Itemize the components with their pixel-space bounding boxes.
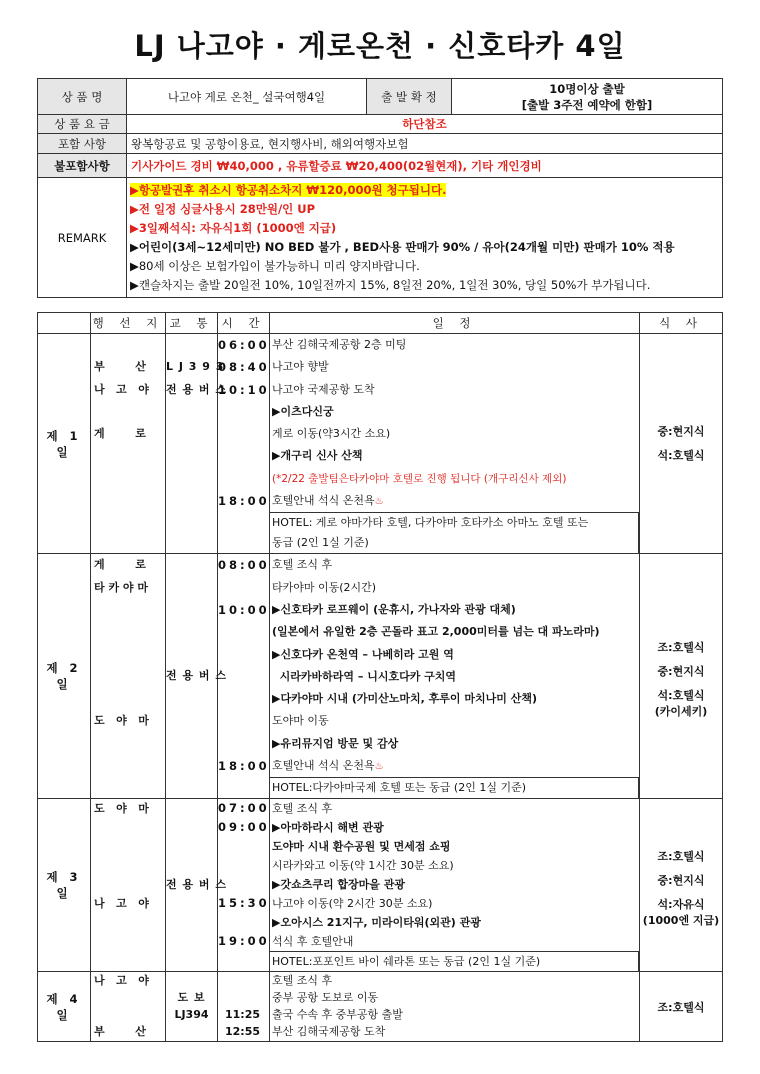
flight-number: LJ394 — [174, 1008, 209, 1022]
schedule-cell — [270, 334, 640, 554]
day-row — [38, 972, 723, 1042]
header-time: 시 간 — [218, 313, 270, 334]
include-value: 왕복항공료 및 공항이용료, 현지행사비, 해외여행자보험 — [127, 134, 723, 154]
meal-item: 석:호텔식 — [657, 689, 705, 703]
destination-cell — [91, 972, 166, 1042]
schedule-item: ▶갓쇼츠쿠리 합장마을 관광 — [272, 878, 406, 892]
header-schedule: 일 정 — [270, 313, 640, 334]
header-destination: 행 선 지 — [91, 313, 166, 334]
meal-item: 석:호텔식 — [657, 448, 705, 462]
price-label: 상 품 요 금 — [38, 115, 127, 134]
meal-item: 조:호텔식 — [657, 850, 705, 864]
meal-item: 조:호텔식 — [657, 1000, 705, 1014]
schedule-cell — [270, 799, 640, 972]
time: 07:00 — [218, 801, 270, 816]
time: 19:00 — [218, 934, 270, 949]
departure-note: [출발 3주전 예약에 한함] — [521, 97, 653, 112]
schedule-item: 중부 공항 도보로 이동 — [272, 991, 379, 1005]
departure-label: 출 발 확 정 — [367, 79, 452, 115]
product-info-table — [37, 78, 723, 298]
remark-item: ▶항공발권후 취소시 항공취소차지 ₩120,000원 청구됩니다. — [130, 182, 447, 197]
meal-note: (1000엔 지급) — [642, 914, 720, 928]
include-label: 포함 사항 — [38, 134, 127, 154]
product-name-label: 상 품 명 — [38, 79, 127, 115]
header-day — [38, 313, 91, 334]
time: 08:40 — [218, 360, 270, 375]
remark-item: ▶전 일정 싱글사용시 28만원/인 UP — [130, 201, 316, 216]
time: 09:00 — [218, 820, 270, 835]
page-title: LJ 나고야 · 게로온천 · 신호타카 4일 — [134, 29, 626, 63]
departure-condition: 10명이상 출발 — [549, 81, 625, 96]
hot-spring-icon: ♨ — [374, 496, 384, 508]
hotel-info: HOTEL: 게로 야마가타 호텔, 다카야마 호타카소 아마노 호텔 또는 동급 (2인 1실 기준) — [270, 512, 639, 553]
flight-number: L J 3 9 3 — [166, 360, 225, 374]
remark-item: ▶80세 이상은 보험가입이 불가능하니 미리 양지바랍니다. — [130, 258, 420, 273]
schedule-item: 부산 김해국제공항 2층 미팅 — [272, 338, 407, 351]
schedule-item: 호텔안내 석식 온천욕♨ — [272, 759, 384, 773]
schedule-item: 호텔 조식 후 — [272, 558, 333, 572]
meal-cell — [640, 972, 723, 1042]
city-toyama: 도 야 마 — [94, 802, 149, 816]
schedule-item: 게로 이동(약3시간 소요) — [272, 427, 391, 441]
itinerary-table — [37, 312, 723, 1042]
meal-note: (카이세키) — [654, 705, 708, 719]
departure-value — [452, 79, 723, 115]
time: 18:00 — [218, 759, 270, 774]
schedule-item: ▶오아시스 21지구, 미라이타워(외관) 관광 — [272, 916, 481, 930]
time: 08:00 — [218, 558, 270, 573]
schedule-item: ▶유리뮤지엄 방문 및 감상 — [272, 736, 399, 750]
time: 11:25 — [224, 1008, 260, 1022]
city-busan: 부 산 — [94, 1025, 146, 1039]
day-label: 제 4 일 — [38, 972, 91, 1042]
remark-item: ▶캔슬차지는 출발 20일전 10%, 10일전까지 15%, 8일전 20%, 1일전 30%, 당일 50%가 부가됩니다. — [130, 277, 651, 292]
schedule-item: 나고야 이동(약 2시간 30분 소요) — [272, 897, 433, 911]
meal-cell — [640, 554, 723, 799]
time: 06:00 — [218, 338, 270, 352]
meal-item: 석:자유식 — [657, 898, 705, 912]
exclude-value: 기사가이드 경비 ₩40,000 , 유류할증료 ₩20,400(02월현재), 기타 개인경비 — [127, 154, 723, 178]
transport-cell — [166, 334, 227, 554]
schedule-item: 나고야 향발 — [272, 360, 329, 374]
schedule-item: ▶다카야마 시내 (가미산노마치, 후루이 마치나미 산책) — [272, 692, 537, 706]
city-gero: 게 로 — [94, 427, 146, 441]
transport-bus: 전 용 버 스 — [166, 382, 227, 396]
schedule-item: 도야마 시내 환수공원 및 면세점 쇼핑 — [272, 840, 451, 854]
destination-cell — [91, 799, 166, 972]
transport-cell — [166, 799, 227, 972]
meal-item: 조:호텔식 — [657, 641, 705, 655]
schedule-item: 출국 수속 후 중부공항 출발 — [272, 1008, 403, 1022]
city-toyama: 도 야 마 — [94, 714, 149, 728]
schedule-item: ▶개구리 신사 산책 — [272, 449, 363, 463]
destination-cell — [91, 334, 166, 554]
time-cell — [218, 334, 270, 554]
time: 12:55 — [224, 1025, 260, 1039]
day-row — [38, 334, 723, 554]
remark-item: ▶어린이(3세~12세미만) NO BED 불가 , BED사용 판매가 90% / 유아(24개월 미만) 판매가 10% 적용 — [130, 239, 675, 254]
destination-cell — [91, 554, 166, 799]
transport-bus: 전 용 버 스 — [166, 669, 227, 683]
product-name-value: 나고야 게로 온천_ 설국여행4일 — [127, 79, 367, 115]
day-label: 제 2 일 — [38, 554, 91, 799]
hotel-info: HOTEL:포포인트 바이 쉐라톤 또는 동급 (2인 1실 기준) — [270, 951, 639, 971]
schedule-item: ▶신호타카 로프웨이 (운휴시, 가나자와 관광 대체) — [272, 602, 516, 616]
meal-item: 중:현지식 — [657, 874, 705, 888]
city-nagoya: 나 고 야 — [94, 974, 149, 988]
schedule-cell — [270, 972, 640, 1042]
day-label: 제 3 일 — [38, 799, 91, 972]
schedule-item: 석식 후 호텔안내 — [272, 935, 354, 949]
schedule-item: 나고야 국제공항 도착 — [272, 382, 375, 396]
meal-item: 중:현지식 — [657, 424, 705, 438]
schedule-item: 도야마 이동 — [272, 714, 329, 728]
schedule-item: 타카야마 이동(2시간) — [272, 580, 377, 594]
exclude-label: 불포함사항 — [38, 154, 127, 178]
remark-label: REMARK — [38, 178, 127, 298]
schedule-item: 호텔안내 석식 온천욕♨ — [272, 494, 384, 508]
time: 15:30 — [218, 896, 270, 911]
schedule-cell — [270, 554, 640, 799]
schedule-note: (*2/22 출발팀은타카야마 호텔로 진행 됩니다 (개구리신사 제외) — [272, 472, 567, 485]
transport-bus: 전 용 버 스 — [166, 878, 227, 892]
schedule-item: 부산 김해국제공항 도착 — [272, 1025, 386, 1039]
header-meal: 식 사 — [640, 313, 723, 334]
schedule-item: (일본에서 유일한 2층 곤돌라 표고 2,000미터를 넘는 대 파노라마) — [272, 625, 600, 639]
meal-cell — [640, 334, 723, 554]
time-cell — [218, 972, 270, 1042]
transport-cell — [166, 554, 227, 799]
time: 18:00 — [218, 494, 270, 509]
time: 10:10 — [218, 382, 270, 397]
schedule-item: ▶신호다카 온천역 – 나베히라 고원 역 — [272, 647, 454, 661]
meal-item: 중:현지식 — [657, 665, 705, 679]
day-row — [38, 554, 723, 799]
transport-walk: 도 보 — [177, 991, 206, 1005]
schedule-item: 호텔 조식 후 — [272, 974, 333, 988]
hot-spring-icon: ♨ — [374, 761, 384, 773]
remark-list — [127, 178, 723, 298]
time: 10:00 — [218, 602, 270, 617]
transport-cell — [166, 972, 218, 1042]
schedule-item: ▶이츠다신궁 — [272, 404, 334, 418]
header-transport: 교 통 — [166, 313, 218, 334]
schedule-item: 시라카바하라역 – 니시호다카 구치역 — [272, 669, 457, 683]
schedule-item: 시라카와고 이동(약 1시간 30분 소요) — [272, 859, 454, 873]
price-value: 하단참조 — [127, 115, 723, 134]
day-label: 제 1 일 — [38, 334, 91, 554]
day-row — [38, 799, 723, 972]
city-gero: 게 로 — [94, 558, 146, 572]
remark-item: ▶3일째석식: 자유식1회 (1000엔 지급) — [130, 220, 337, 235]
hotel-info: HOTEL:다카야마국제 호텔 또는 동급 (2인 1실 기준) — [270, 777, 639, 798]
city-nagoya: 나 고 야 — [94, 897, 149, 911]
city-nagoya: 나 고 야 — [94, 382, 149, 396]
schedule-item: ▶아마하라시 해변 관광 — [272, 821, 384, 835]
city-takayama: 타 카 야 마 — [94, 580, 148, 594]
city-busan: 부 산 — [94, 360, 146, 374]
schedule-item: 호텔 조식 후 — [272, 802, 333, 816]
meal-cell — [640, 799, 723, 972]
